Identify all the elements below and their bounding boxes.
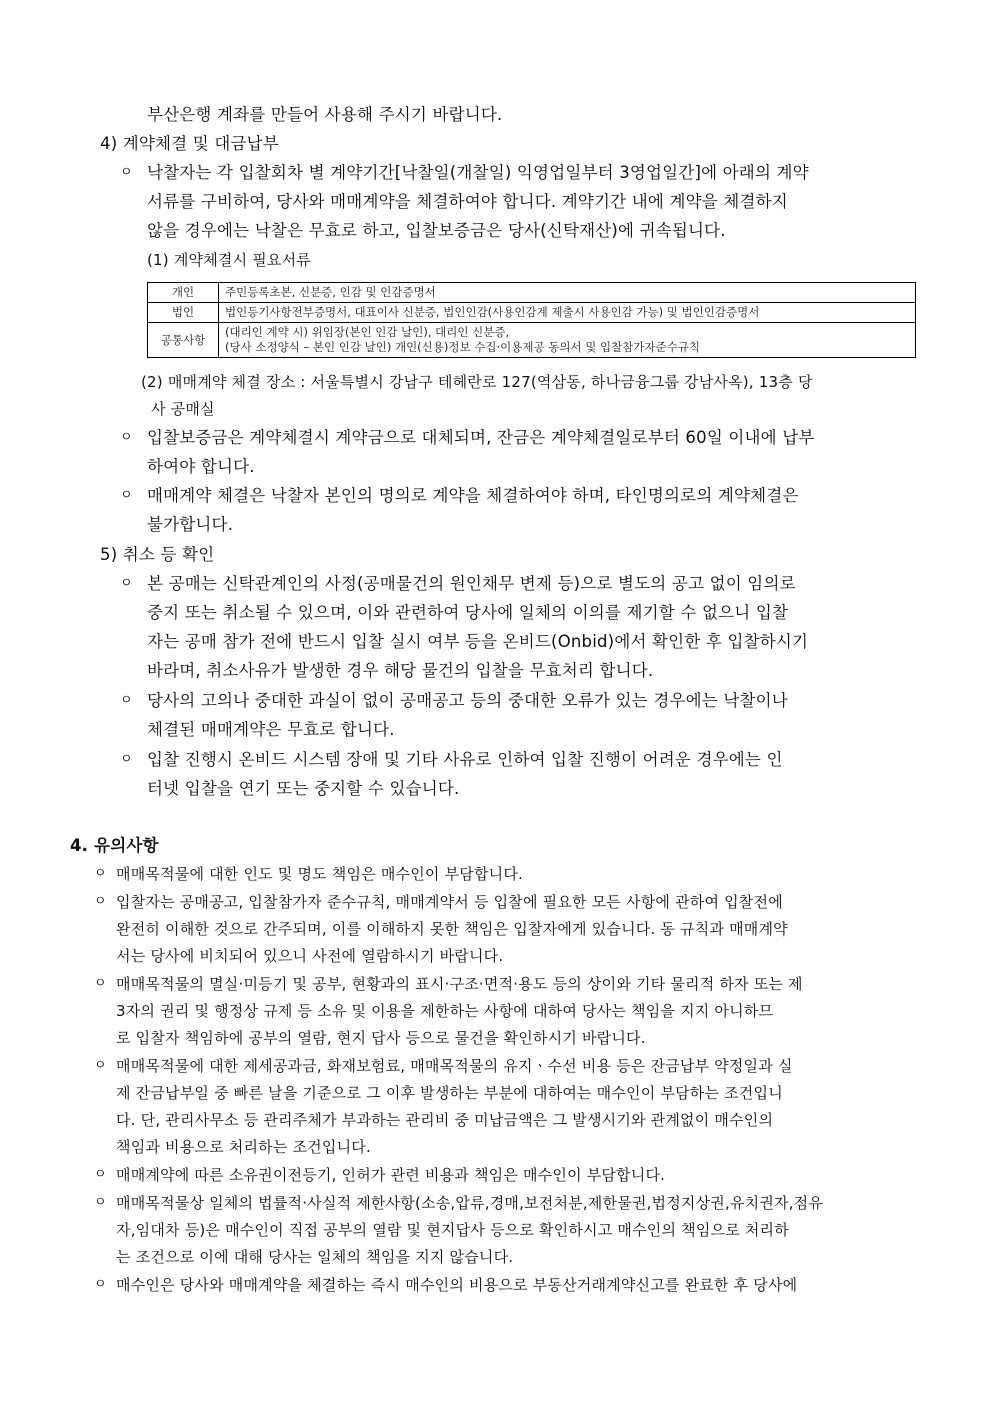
note-line: 다. 단, 관리사무소 등 관리주체가 부과하는 관리비 중 미납금액은 그 발생시기와 관계없이 매수인의 [116,1111,774,1129]
cancel-bullet2-line: 체결된 매매계약은 무효로 합니다. [147,720,395,739]
table-row [148,283,916,303]
table-row [148,303,916,323]
note-line: 매매계약에 따른 소유권이전등기, 인허가 관련 비용과 책임은 매수인이 부담합니다. [116,1166,666,1184]
contract-bullet3-line: 불가합니다. [147,515,234,534]
bullet-icon: ㅇ [94,1195,107,1210]
note-line: 매매목적물에 대한 제세공과금, 화재보험료, 매매목적물의 유지ㆍ수선 비용 등은 잔금납부 약정일과 실 [116,1057,793,1075]
bullet-icon: ㅇ [120,430,133,445]
cancel-bullet3-line: 입찰 진행시 온비드 시스템 장애 및 기타 사유로 인하여 입찰 진행이 어려운 경우에는 인 [147,750,783,769]
note-line: 로 입찰자 책임하에 공부의 열람, 현지 답사 등으로 물건을 확인하시기 바랍니다. [116,1029,646,1047]
note-line: 완전히 이해한 것으로 간주되며, 이를 이해하지 못한 책임은 입찰자에게 있습니다. 동 규칙과 매매계약 [116,920,788,938]
contract-bullet1-line: 낙찰자는 각 입찰회차 별 계약기간[낙찰일(개찰일) 익영업일부터 3영업일간]에 아래의 계약 [147,163,809,182]
cancel-bullet1-line: 바라며, 취소사유가 발생한 경우 해당 물건의 입찰을 무효처리 합니다. [147,661,654,680]
required-documents-table [147,282,916,358]
docs-title: (1) 계약체결시 필요서류 [147,251,311,269]
cancel-bullet1-line: 자는 공매 참가 전에 반드시 입찰 실시 여부 등을 온비드(Onbid)에서 확인한 후 입찰하시기 [147,632,809,651]
note-line: 자,임대차 등)은 매수인이 직접 공부의 열람 및 현지답사 등으로 확인하시고 매수인의 책임으로 처리하 [116,1221,789,1239]
bullet-icon: ㅇ [120,752,133,767]
contract-bullet1-line: 서류를 구비하여, 당사와 매매계약을 체결하여야 합니다. 계약기간 내에 계약을 체결하지 [147,192,788,211]
row-value: 법인등기사항전부증명서, 대표이사 신분증, 법인인감(사용인감계 제출시 사용인감 가능) 및 법인인감증명서 [219,303,916,323]
contract-heading: 4) 계약체결 및 대금납부 [100,134,279,153]
note-line: 는 조건으로 이에 대해 당사는 일체의 책임을 지지 않습니다. [116,1248,514,1266]
row-label: 개인 [148,283,219,303]
bullet-icon: ㅇ [94,1167,107,1182]
note-line: 매매목적물상 일체의 법률적·사실적 제한사항(소송,압류,경매,보전처분,제한물권,법정지상권,유치권자,점유 [116,1194,824,1212]
bullet-icon: ㅇ [94,894,107,909]
bullet-icon: ㅇ [94,1058,107,1073]
note-line: 서는 당사에 비치되어 있으니 사전에 열람하시기 바랍니다. [116,947,504,965]
bullet-icon: ㅇ [94,976,107,991]
note-line: 매매목적물의 멸실·미등기 및 공부, 현황과의 표시·구조·면적·용도 등의 상이와 기타 물리적 하자 또는 제 [116,975,803,993]
bullet-icon: ㅇ [94,1277,107,1292]
contract-place-line: 사 공매실 [151,400,215,418]
bullet-icon: ㅇ [120,165,133,180]
bullet-icon: ㅇ [120,693,133,708]
contract-bullet2-line: 하여야 합니다. [147,457,255,476]
note-line: 매수인은 당사와 매매계약을 체결하는 즉시 매수인의 비용으로 부동산거래계약신고를 완료한 후 당사에 [116,1276,798,1294]
row-value: 주민등록초본, 신분증, 인감 및 인감증명서 [219,283,916,303]
row-value: (대리인 계약 시) 위임장(본인 인감 날인), 대리인 신분증, (당사 소정양식 – 본인 인감 날인) 개인(신용)정보 수집·이용제공 동의서 및 입찰참가자준수규칙 [219,323,916,358]
table-row [148,323,916,358]
intro-tail-line: 부산은행 계좌를 만들어 사용해 주시기 바랍니다. [147,105,503,124]
note-line: 책임과 비용으로 처리하는 조건입니다. [116,1138,371,1156]
note-line: 제 잔금납부일 중 빠른 날을 기준으로 그 이후 발생하는 부분에 대하여는 매수인이 부담하는 조건입니 [116,1084,783,1102]
notes-heading: 4. 유의사항 [70,836,159,855]
contract-bullet3-line: 매매계약 체결은 낙찰자 본인의 명의로 계약을 체결하여야 하며, 타인명의로의 계약체결은 [147,486,799,505]
note-line: 입찰자는 공매공고, 입찰참가자 준수규칙, 매매계약서 등 입찰에 필요한 모든 사항에 관하여 입찰전에 [116,893,783,911]
cancel-bullet2-line: 당사의 고의나 중대한 과실이 없이 공매공고 등의 중대한 오류가 있는 경우에는 낙찰이나 [147,691,788,710]
cancel-heading: 5) 취소 등 확인 [100,545,215,564]
row-label: 공통사항 [148,323,219,358]
bullet-icon: ㅇ [94,866,107,881]
bullet-icon: ㅇ [120,576,133,591]
row-label: 법인 [148,303,219,323]
note-line: 매매목적물에 대한 인도 및 명도 책임은 매수인이 부담합니다. [116,865,523,883]
contract-bullet1-line: 않을 경우에는 낙찰은 무효로 하고, 입찰보증금은 당사(신탁재산)에 귀속됩니다. [147,221,726,240]
cancel-bullet1-line: 중지 또는 취소될 수 있으며, 이와 관련하여 당사에 일체의 이의를 제기할 수 없으니 입찰 [147,603,789,622]
cancel-bullet3-line: 터넷 입찰을 연기 또는 중지할 수 있습니다. [147,779,460,798]
contract-bullet2-line: 입찰보증금은 계약체결시 계약금으로 대체되며, 잔금은 계약체결일로부터 60일 이내에 납부 [147,428,815,447]
cancel-bullet1-line: 본 공매는 신탁관계인의 사정(공매물건의 원인채무 변제 등)으로 별도의 공고 없이 임의로 [147,574,796,593]
contract-place-line: (2) 매매계약 체결 장소 : 서울특별시 강남구 테헤란로 127(역삼동, 하나금융그룹 강남사옥), 13층 당 [141,373,813,391]
note-line: 3자의 권리 및 행정상 규제 등 소유 및 이용을 제한하는 사항에 대하여 당사는 책임을 지지 아니하므 [116,1002,774,1020]
bullet-icon: ㅇ [120,488,133,503]
